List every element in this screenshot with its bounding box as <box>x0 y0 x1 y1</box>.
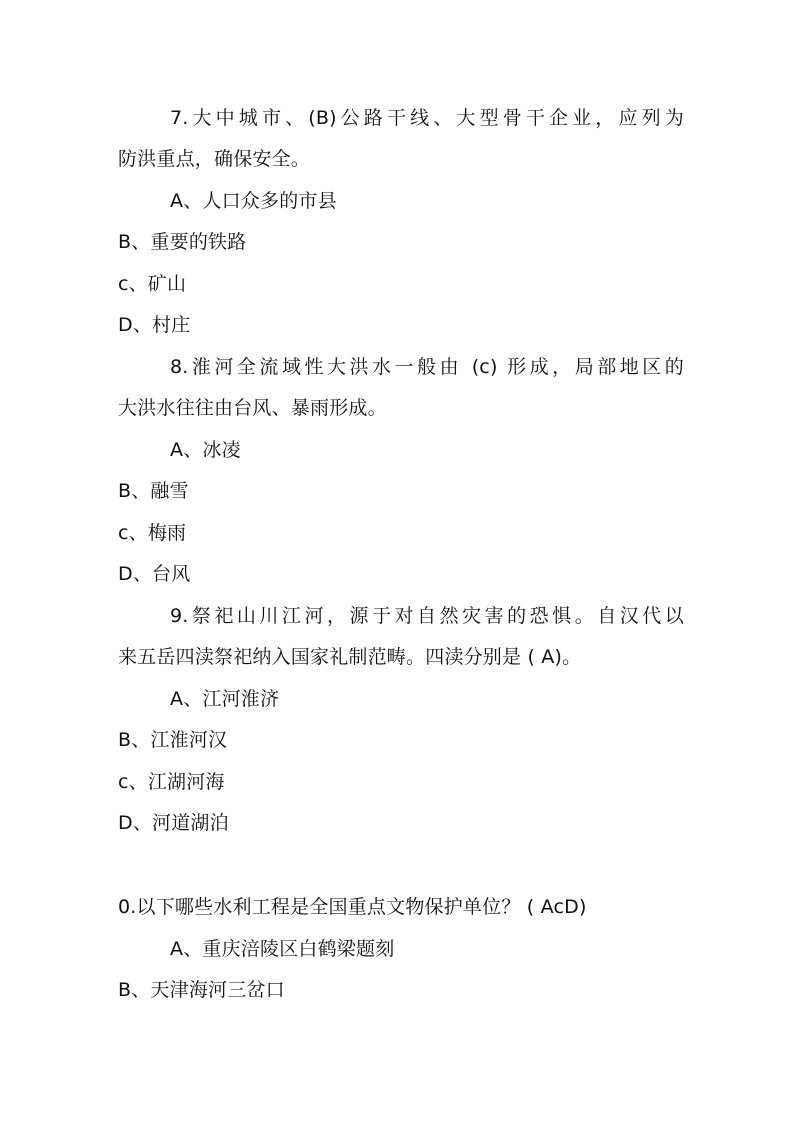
q7-option-b: B、重要的铁路 <box>118 231 247 253</box>
q7-option-a: A、人口众多的市县 <box>170 190 337 212</box>
q9-line-2: 来五岳四渎祭祀纳入国家礼制范畴。四渎分别是 ( A)。 <box>118 646 582 668</box>
q8-option-d: D、台风 <box>118 563 191 585</box>
q9-option-b: B、江淮河汉 <box>118 729 228 751</box>
q8-option-a: A、冰凌 <box>170 439 241 461</box>
q7-line-1: 7.大中城市、(B)公路干线、大型骨干企业，应列为 <box>170 107 684 129</box>
q7-line-2: 防洪重点，确保安全。 <box>118 148 311 170</box>
q8-line-1: 8.淮河全流域性大洪水一般由 (c) 形成，局部地区的 <box>170 356 684 378</box>
q9-option-d: D、河道湖泊 <box>118 812 229 834</box>
q9-option-c: c、江湖河海 <box>118 771 225 793</box>
q9-option-a: A、江河淮济 <box>170 688 280 710</box>
q8-line-2: 大洪水往往由台风、暴雨形成。 <box>118 397 387 419</box>
q9-line-1: 9.祭祀山川江河，源于对自然灾害的恐惧。自汉代以 <box>170 605 684 627</box>
q8-option-b: B、融雪 <box>118 480 189 502</box>
q8-option-c: c、梅雨 <box>118 522 187 544</box>
q10-option-a: A、重庆涪陵区白鹤梁题刻 <box>170 938 395 960</box>
q10-line-1: 0.以下哪些水利工程是全国重点文物保护单位？ ( AcD) <box>118 896 587 918</box>
q7-option-d: D、村庄 <box>118 314 191 336</box>
q10-option-b: B、天津海河三岔口 <box>118 979 285 1001</box>
q7-option-c: c、矿山 <box>118 273 187 295</box>
